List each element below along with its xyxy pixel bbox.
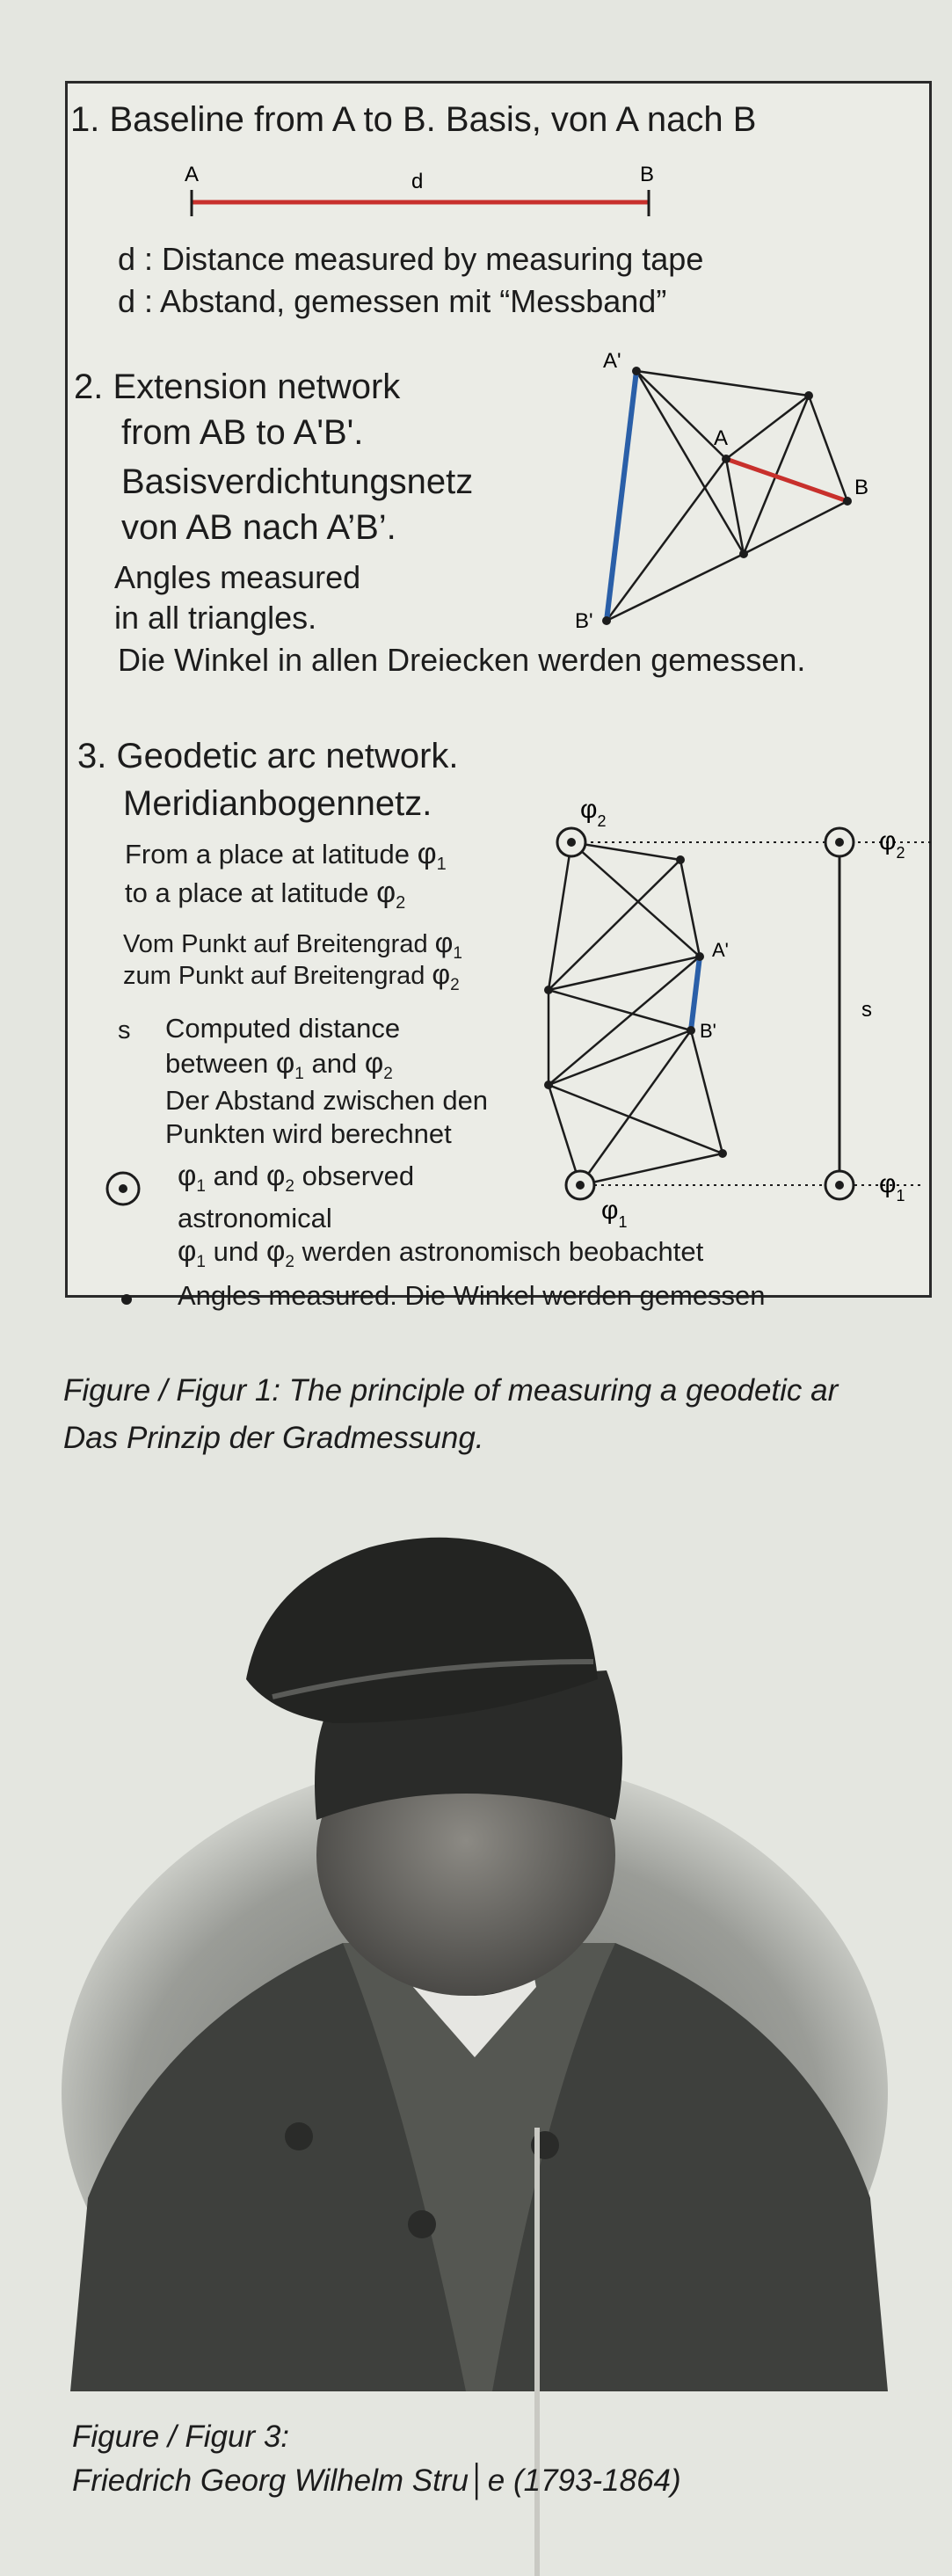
legend-s-line3: Der Abstand zwischen den <box>165 1085 489 1116</box>
diagram3-label-s: s <box>861 998 872 1022</box>
figure3-caption-line2: Friedrich Georg Wilhelm Stru│e (1793-1864) <box>72 2463 681 2498</box>
section3-vom-line: Vom Punkt auf Breitengrad $\varphi_1$ <box>123 927 462 963</box>
geodetic-arc-network-diagram <box>527 791 932 1248</box>
legend-angles-measured: Angles measured. Die Winkel werden gemessen <box>178 1280 766 1311</box>
baseline-label-b: B <box>640 163 655 186</box>
section2-title-de-line2: von AB nach A’B’. <box>121 508 396 547</box>
diagram2-label-b-prime: B' <box>575 609 593 633</box>
portrait-image <box>53 1530 897 2391</box>
diagram3-phi1-right: $\varphi_1$ <box>879 1169 905 1204</box>
section1-title: 1. Baseline from A to B. Basis, von A nach B <box>70 100 757 139</box>
section2-title-line2: from AB to A'B'. <box>121 413 364 452</box>
diagram3-phi2-top: $\varphi_2$ <box>580 795 607 830</box>
section2-angles-de: Die Winkel in allen Dreiecken werden gemessen. <box>118 642 806 678</box>
section2-title-de-line1: Basisverdichtungsnetz <box>121 462 474 501</box>
section3-zum-line: zum Punkt auf Breitengrad $\varphi_2$ <box>123 958 460 994</box>
diagram2-label-a: A <box>714 426 729 450</box>
figure3-caption-line1: Figure / Figur 3: <box>72 2420 290 2454</box>
diagram2-label-a-prime: A' <box>603 349 621 373</box>
section2-angles-line1: Angles measured <box>114 559 361 595</box>
diagram3-phi2-right: $\varphi_2$ <box>879 826 905 862</box>
diagram3-label-a-prime: A' <box>712 939 729 961</box>
legend-obs-line1: $\varphi_1$ and $\varphi_2$ observed <box>178 1159 415 1197</box>
extension-network-diagram <box>563 343 897 642</box>
arc-station-phi1-east <box>825 1171 854 1199</box>
figure1-caption-line1: Figure / Figur 1: The principle of measuring a geodetic ar <box>63 1373 839 1408</box>
arc-station-phi1-west <box>566 1171 594 1199</box>
photo-crack <box>534 2128 540 2576</box>
figure1-caption-line2: Das Prinzip der Gradmessung. <box>63 1421 484 1455</box>
diagram3-phi1-bottom: $\varphi_1$ <box>601 1196 628 1231</box>
astronomical-point-symbol <box>104 1169 142 1208</box>
section2-title-line1: 2. Extension network <box>74 367 401 406</box>
section3-title-line1: 3. Geodetic arc network. <box>77 737 459 775</box>
legend-s-line2: between $\varphi_1$ and $\varphi_2$ <box>165 1046 393 1084</box>
section1-desc-de: d : Abstand, gemessen mit “Messband” <box>118 283 667 319</box>
arc-baseline-a-prime-b-prime <box>691 957 700 1030</box>
extension-baseline-ab <box>726 459 847 501</box>
section3-title-line2: Meridianbogennetz. <box>123 784 432 823</box>
baseline-label-d: d <box>411 170 424 193</box>
section2-angles-line2: in all triangles. <box>114 600 317 636</box>
legend-s-line4: Punkten wird berechnet <box>165 1118 452 1149</box>
baseline-label-a: A <box>185 163 200 186</box>
baseline-diagram <box>176 158 668 229</box>
arc-station-phi2-west <box>557 828 585 856</box>
legend-s-symbol: s <box>118 1016 131 1044</box>
diagram3-label-b-prime: B' <box>700 1020 716 1042</box>
legend-obs-line2: astronomical <box>178 1203 332 1233</box>
angle-point-bullet <box>121 1294 132 1305</box>
arc-station-phi2-east <box>825 828 854 856</box>
extension-baseline-a-prime-b-prime <box>607 371 636 621</box>
legend-s-line1: Computed distance <box>165 1013 401 1044</box>
section3-from-line1: From a place at latitude $\varphi_1$ <box>125 837 447 875</box>
section1-desc-en: d : Distance measured by measuring tape <box>118 241 704 277</box>
diagram2-label-b: B <box>854 476 869 499</box>
legend-obs-line3: $\varphi_1$ und $\varphi_2$ werden astronomisch beobachtet <box>178 1234 704 1272</box>
section3-to-line2: to a place at latitude $\varphi_2$ <box>125 876 406 913</box>
